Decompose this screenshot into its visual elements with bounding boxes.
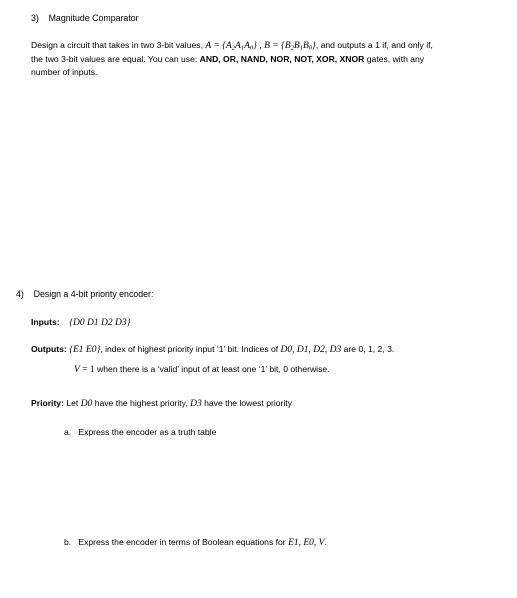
priority-line: Priority: Let D0 have the highest priority, D3 have the lowest priority [31,398,292,409]
question-3-text: Design a circuit that takes in two 3-bit values, [31,40,206,50]
question-3-line-1 [31,40,433,52]
valid-output-symbol: V [74,365,80,375]
outputs-label: Outputs: [31,344,67,354]
priority-label: Priority: [31,398,64,408]
question-3-line-3: number of inputs. [31,67,98,77]
outputs-line: Outputs: {E1 E0}, index of highest priority input ‘1’ bit. Indices of D0, D1, D2, D3 are 0, 1, 2, 3. [31,344,395,355]
part-b-marker: b. [64,537,72,547]
input-indices: D0, D1, D2, D3 [280,345,342,355]
part-a-text: Express the encoder as a truth table [78,427,217,437]
set-a: $A = \{A_2A_1A_0\}$ , [205,41,265,52]
question-4-heading [16,289,153,300]
outputs-set: {E1 E0} [69,345,101,355]
part-a-marker: a. [64,427,72,437]
question-3-line-2: the two 3-bit values are equal. You can use: AND, OR, NAND, NOR, NOT, XOR, XNOR gates, with any [31,54,425,64]
question-4-number: 4) [16,289,24,299]
part-b: b. Express the encoder in terms of Boolean equations for E1, E0, V. [64,537,327,548]
question-3-number: 3) [31,13,39,23]
question-3-text: , and outputs a 1 if, and only if, [315,40,433,50]
question-3-heading [31,13,139,24]
valid-output-line: V = 1 when there is a ‘valid’ input of at least one ‘1’ bit, 0 otherwise. [74,364,330,375]
part-b-variables: E1, E0, V [288,538,325,548]
question-4-title: Design a 4-bit priority encoder: [33,289,154,299]
part-a [64,427,216,437]
inputs-label: Inputs: [31,317,60,327]
part-b-text: Express the encoder in terms of Boolean equations for [78,537,289,547]
allowed-gates: AND, OR, NAND, NOR, NOT, XOR, XNOR [199,54,365,64]
inputs-line [31,317,130,329]
inputs-value: {D0 D1 D2 D3} [69,318,131,328]
set-b: $B = \{B_2B_1B_0\}$ [264,41,316,52]
question-3-title: Magnitude Comparator [48,13,139,23]
